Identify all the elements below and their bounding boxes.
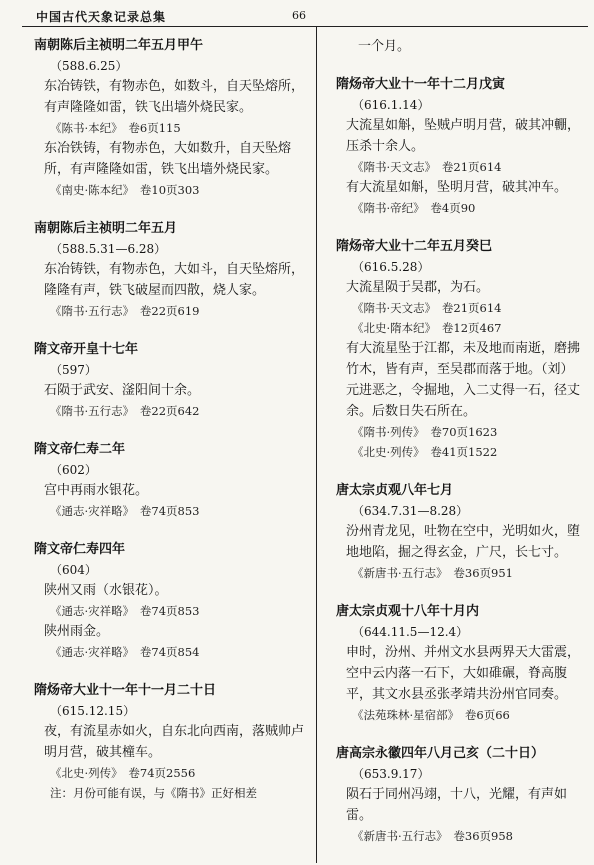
right-entries	[336, 75, 584, 846]
entry-date: （597）	[50, 363, 97, 377]
record-entry	[336, 75, 584, 218]
source-citation: 《通志·灾祥略》 卷74页854	[50, 645, 200, 659]
record-text: 陕州雨金。	[44, 624, 110, 639]
entry-heading: 唐高宗永徽四年八月己亥（二十日）	[336, 746, 545, 761]
entry-heading: 隋文帝仁寿二年	[34, 442, 126, 457]
record-entry	[336, 481, 584, 583]
source-citation: 《隋书·天文志》 卷21页614	[352, 301, 502, 315]
source-citation: 《新唐书·五行志》 卷36页958	[352, 829, 513, 843]
record-text: 陕州又雨（水银花）。	[44, 583, 168, 598]
page-number: 66	[292, 9, 306, 22]
entry-heading: 南朝陈后主祯明二年五月甲午	[34, 38, 204, 53]
entry-heading: 隋文帝开皇十七年	[34, 342, 139, 357]
record-text: 夜，有流星赤如火，自东北向西南，落贼帅卢明月营，破其橦车。	[44, 724, 305, 760]
record-text: 宫中再雨水银花。	[44, 483, 149, 498]
record-text: 申时，汾州、并州文水县两界天大雷震，空中云内落一石下，大如碓碾，脊高腹平，其文水县丞张孝靖共汾州官同奏。	[346, 645, 581, 702]
entry-heading: 隋炀帝大业十一年十一月二十日	[34, 683, 217, 698]
source-citation: 《南史·陈本纪》 卷10页303	[50, 183, 200, 197]
source-citation: 《北史·隋本纪》 卷12页467	[352, 321, 502, 335]
header-rule	[22, 26, 588, 27]
source-citation: 《法苑珠林·星宿部》 卷6页66	[352, 708, 510, 722]
source-citation: 《新唐书·五行志》 卷36页951	[352, 566, 513, 580]
record-entry	[34, 440, 306, 521]
continued-text: 一个月。	[358, 39, 411, 54]
entry-date: （616.5.28）	[352, 260, 430, 274]
left-column	[34, 36, 306, 822]
record-text: 大流星如斛，坠贼卢明月营，破其冲輣，压杀十余人。	[346, 118, 581, 154]
record-entry	[34, 36, 306, 200]
entry-heading: 隋炀帝大业十二年五月癸巳	[336, 239, 493, 254]
record-text: 大流星陨于吴郡，为石。	[346, 280, 490, 295]
record-entry	[34, 219, 306, 321]
record-entry	[34, 340, 306, 421]
entry-heading: 南朝陈后主祯明二年五月	[34, 221, 178, 236]
source-citation: 《隋书·五行志》 卷22页642	[50, 404, 200, 418]
entry-heading: 唐太宗贞观十八年十月内	[336, 604, 480, 619]
record-text: 陨石于同州冯翊，十八，光耀，有声如雷。	[346, 787, 568, 823]
entry-note: 注：月份可能有误，与《隋书》正好相差	[50, 786, 257, 800]
source-citation: 《北史·列传》 卷74页2556	[50, 766, 196, 780]
entry-date: （615.12.15）	[50, 704, 136, 718]
entry-heading: 隋文帝仁寿四年	[34, 542, 126, 557]
source-citation: 《隋书·五行志》 卷22页619	[50, 304, 200, 318]
source-citation: 《隋书·列传》 卷70页1623	[352, 425, 498, 439]
entry-heading: 隋炀帝大业十一年十二月戊寅	[336, 77, 506, 92]
source-citation: 《通志·灾祥略》 卷74页853	[50, 504, 200, 518]
entry-date: （653.9.17）	[352, 767, 430, 781]
entry-heading: 唐太宗贞观八年七月	[336, 483, 454, 498]
record-text: 东冶铸铁，有物赤色，大如斗，自天坠熔所，隆隆有声，铁飞破屋而四散，烧人家。	[44, 262, 305, 298]
record-entry	[336, 237, 584, 462]
record-text: 有大流星坠于江都，未及地而南逝，磨拂竹木，皆有声，至吴郡而落于地。（刘）元进恶之，令掘地，入二丈得一石，径丈余。后数日失石所在。	[346, 341, 581, 419]
source-citation: 《隋书·帝纪》 卷4页90	[352, 201, 476, 215]
entry-date: （602）	[50, 463, 97, 477]
record-text: 石陨于武安、滏阳间十余。	[44, 383, 201, 398]
record-text: 东冶铸铁，有物赤色，如数斗，自天坠熔所，有声隆隆如雷，铁飞出墙外烧民家。	[44, 79, 305, 115]
column-divider	[316, 27, 317, 863]
record-entry	[34, 540, 306, 662]
source-citation: 《通志·灾祥略》 卷74页853	[50, 604, 200, 618]
record-text: 汾州青龙见，吐物在空中，光明如火，堕地地陷，掘之得玄金，广尺，长七寸。	[346, 524, 581, 560]
entry-date: （634.7.31—8.28）	[352, 504, 469, 518]
source-citation: 《北史·列传》 卷41页1522	[352, 445, 498, 459]
entry-date: （604）	[50, 563, 97, 577]
source-citation: 《隋书·天文志》 卷21页614	[352, 160, 502, 174]
entry-date: （644.11.5—12.4）	[352, 625, 469, 639]
record-entry	[336, 744, 584, 846]
page-header	[0, 0, 594, 30]
record-text: 东冶铁铸，有物赤色，大如数升，自天坠熔所，有声隆隆如雷，铁飞出墙外烧民家。	[44, 141, 292, 177]
entry-date: （616.1.14）	[352, 98, 430, 112]
book-title: 中国古代天象记录总集	[36, 10, 167, 24]
record-text: 有大流星如斛，坠明月营，破其冲车。	[346, 180, 568, 195]
record-entry	[34, 681, 306, 803]
entry-date: （588.5.31—6.28）	[50, 242, 167, 256]
record-entry	[336, 602, 584, 725]
entry-date: （588.6.25）	[50, 59, 128, 73]
source-citation: 《陈书·本纪》 卷6页115	[50, 121, 181, 135]
right-column	[336, 36, 584, 865]
